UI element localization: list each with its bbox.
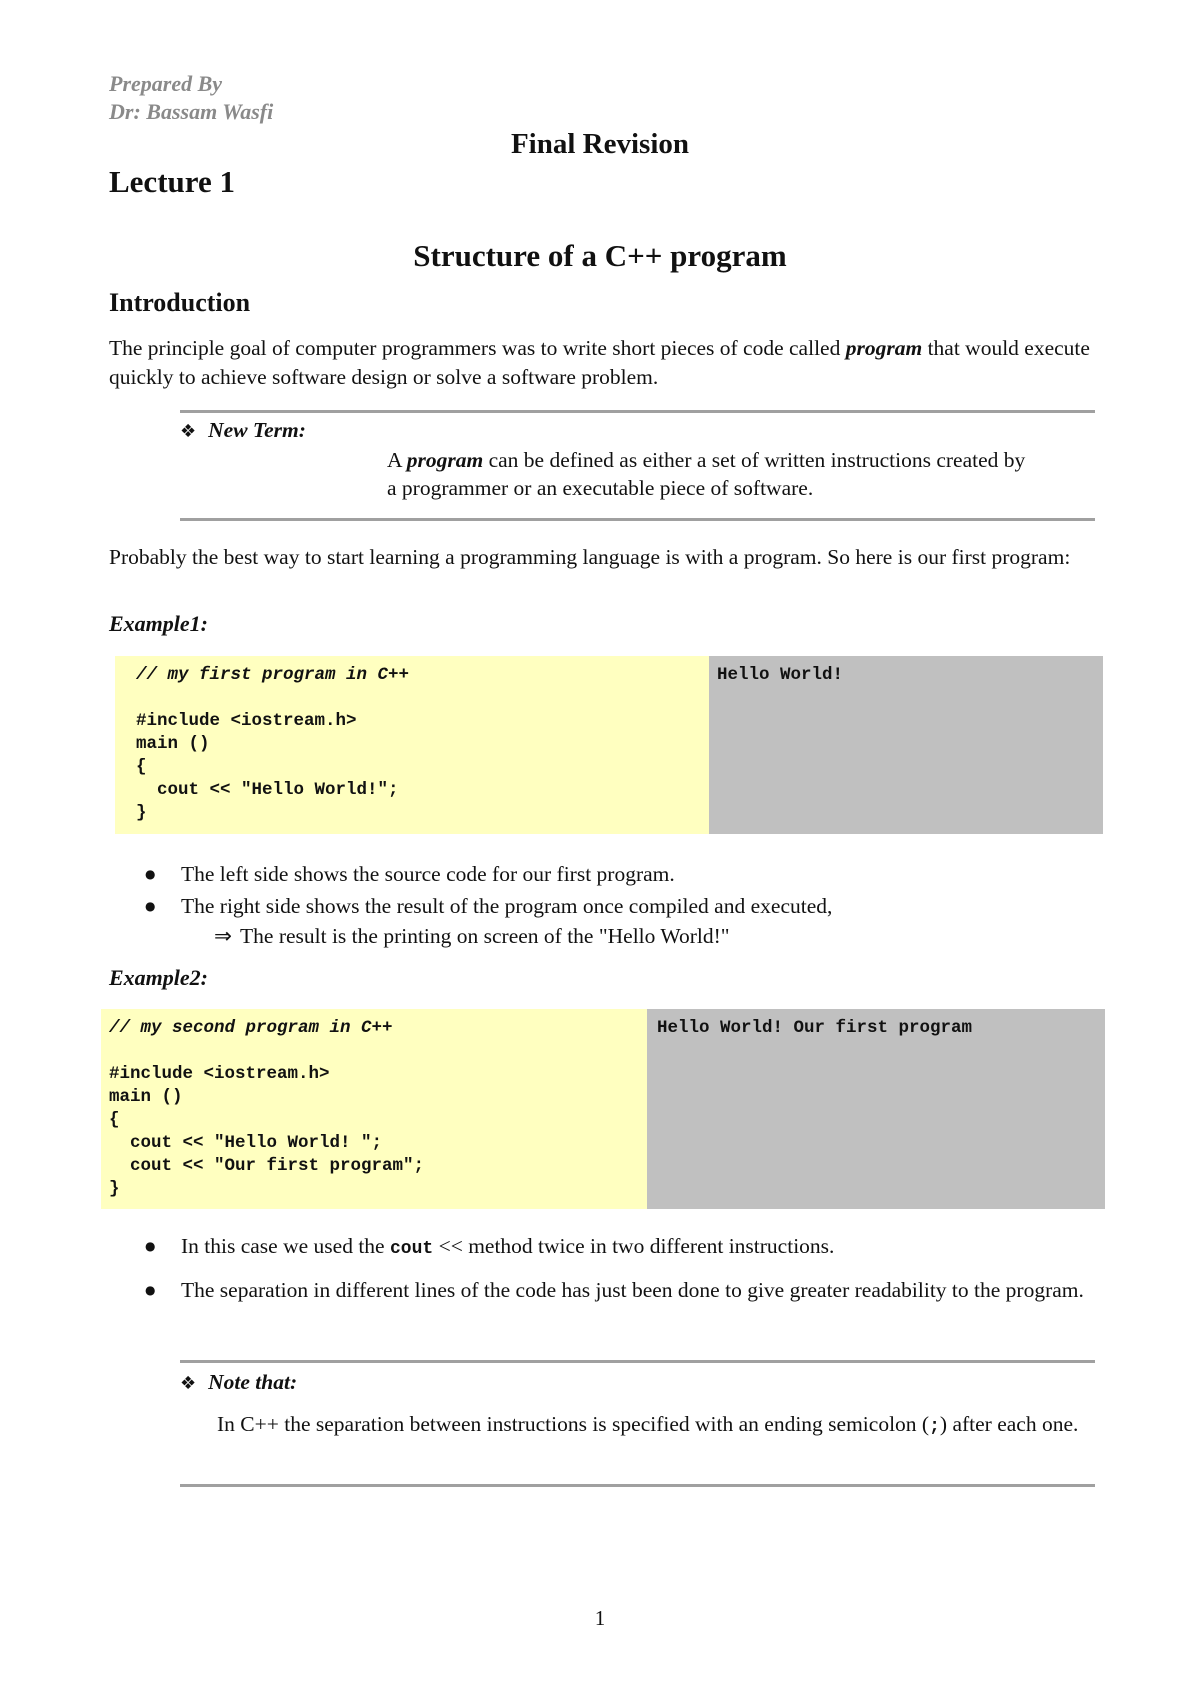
- diamond-bullet-icon: ❖: [180, 1373, 197, 1394]
- example2-output: Hello World! Our first program: [657, 1018, 973, 1038]
- lecture-heading: Lecture 1: [109, 164, 235, 199]
- note-label: [180, 1370, 297, 1395]
- author-block: [109, 70, 273, 126]
- intro-paragraph: [109, 334, 1099, 392]
- note-text-start: In C++ the separation between instructions is specified with an ending semicolon (: [217, 1412, 930, 1436]
- implies-arrow-icon: ⇒: [214, 924, 233, 949]
- example1-source: #include <iostream.h> main () { cout << "Hello World!"; }: [136, 711, 399, 823]
- note-text: [217, 1410, 1102, 1441]
- note-label-text: Note that:: [208, 1370, 298, 1394]
- result-note-text: The result is the printing on screen of the "Hello World!": [240, 924, 730, 948]
- definition-program-term: program: [406, 448, 484, 472]
- example2-code-block: [101, 1009, 647, 1209]
- example1-comment: // my first program in C++: [136, 665, 410, 685]
- list-item: ● The separation in different lines of the code has just been done to give greater readability to the program.: [145, 1276, 1095, 1304]
- result-note: [214, 924, 730, 949]
- list-item: ● The right side shows the result of the program once compiled and executed,: [145, 892, 1095, 921]
- example2-bullet-list: [145, 1232, 1095, 1304]
- new-term-label: [180, 418, 306, 443]
- definition-text: A: [387, 448, 407, 472]
- example2-label: Example2:: [109, 965, 208, 990]
- bullet-text-end: << method twice in two different instructions.: [433, 1234, 835, 1258]
- example1-output: Hello World!: [717, 665, 844, 685]
- section-title: Structure of a C++ program: [413, 238, 787, 273]
- author-name: Dr: Bassam Wasfi: [109, 99, 274, 124]
- list-item: [145, 1232, 1095, 1264]
- definition-text-end: can be defined as either a set of written instructions created by a programmer or an executable piece of software.: [387, 448, 1026, 500]
- diamond-bullet-icon: ❖: [180, 421, 197, 442]
- new-term-bottom-rule: [180, 518, 1095, 521]
- intro-program-term: program: [845, 336, 923, 360]
- note-top-rule: [180, 1360, 1095, 1363]
- lead-in-paragraph: Probably the best way to start learning a programming language is with a program. So here is our first program:: [109, 545, 1071, 569]
- new-term-label-text: New Term:: [208, 418, 306, 442]
- note-text-end: ) after each one.: [939, 1412, 1079, 1436]
- example1-bullet-list: [145, 860, 1095, 921]
- example2-source: #include <iostream.h> main () { cout << "Hello World! "; cout << "Our first program"; }: [109, 1064, 425, 1199]
- new-term-top-rule: [180, 410, 1095, 413]
- note-bottom-rule: [180, 1484, 1095, 1487]
- introduction-heading: Introduction: [109, 288, 251, 317]
- list-item: ● The left side shows the source code for our first program.: [145, 860, 1095, 889]
- page-number: 1: [594, 1606, 606, 1630]
- intro-text: The principle goal of computer programmers was to write short pieces of code called: [109, 336, 846, 360]
- prepared-by-label: Prepared By: [109, 71, 223, 96]
- intro-text-end: that would execute quickly to achieve software design or solve a software problem.: [109, 336, 1090, 389]
- document-title: Final Revision: [510, 128, 690, 160]
- example2-comment: // my second program in C++: [109, 1018, 393, 1038]
- cout-keyword: cout: [389, 1239, 434, 1259]
- new-term-definition: [387, 446, 1037, 502]
- semicolon-code: ;: [929, 1417, 940, 1437]
- example1-label: Example1:: [109, 611, 208, 636]
- example2-output-block: [647, 1009, 1105, 1209]
- example1-output-block: [709, 656, 1103, 834]
- example1-code-block: [115, 656, 709, 834]
- bullet-text: In this case we used the: [181, 1234, 390, 1258]
